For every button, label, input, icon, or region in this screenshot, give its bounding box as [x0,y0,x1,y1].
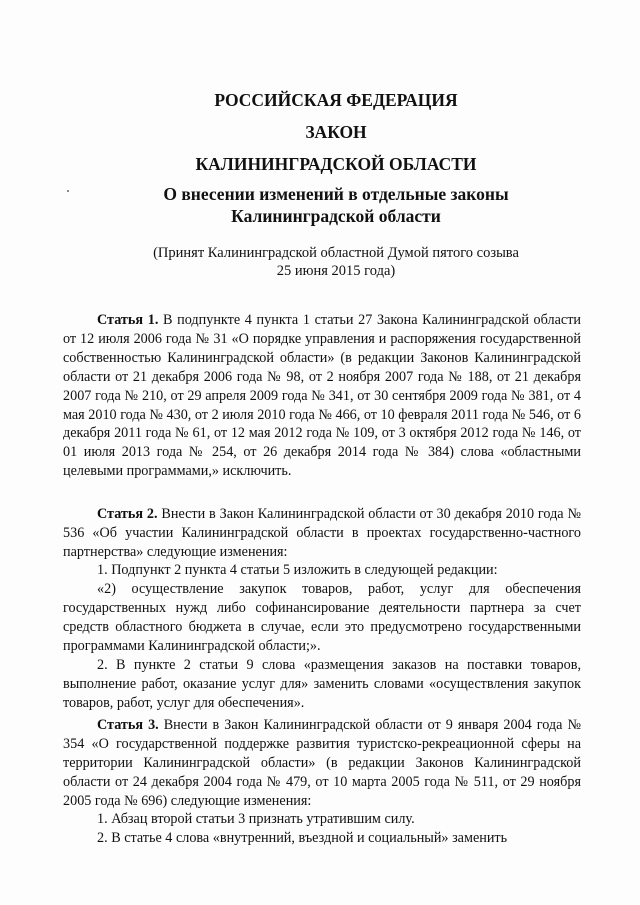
article-2-item-1: 1. Подпункт 2 пункта 4 статьи 5 изложить в следующей редакции: [97,562,498,578]
article-3-item-2: 2. В статье 4 слова «внутренний, въездной и социальный» заменить [97,830,508,846]
title-line1: О внесении изменений в отдельные законы [163,184,509,204]
article-3 [63,716,581,811]
article-2-quote: «2) осуществление закупок товаров, работ, услуг для обеспечения государственных нужд либо софинансирование деятельности партнера за счет средств областного бюджета в случае, если это предусмотрено государственными программами Калининградской области;». [63,581,581,654]
adopted-line1: (Принят Калининградской областной Думой пятого созыва [153,245,519,261]
article-3-label: Статья 3. [97,717,159,733]
article-2-text: Внести в Закон Калининградской области от 30 декабря 2010 года № 536 «Об участии Калининградской области в проектах государственно-частного партнерства» следующие изменения: [63,506,581,560]
article-1-text: В подпункте 4 пункта 1 статьи 27 Закона Калининградской области от 12 июля 2006 года № 31 «О порядке управления и распоряжения государственной собственностью Калининградской области» (в редакции Законов Калининградской области от 21 декабря 2006 года № 98, от 2 ноября 2007 года № 188, от 21 декабря 2007 года № 210, от 29 апреля 2009 года № 341, от 30 сентября 2009 года № 381, от 4 мая 2010 года № 430, от 2 июля 2010 года № 466, от 10 февраля 2011 года № 546, от 6 декабря 2011 года № 61, от 12 мая 2012 года № 109, от 3 октября 2012 года № 146, от 01 июля 2013 года № 254, от 26 декабря 2014 года № 384) слова «областными целевыми программами,» исключить. [63,312,581,480]
article-2 [63,505,581,562]
article-2-label: Статья 2. [97,506,158,522]
article-1-label: Статья 1. [97,312,159,328]
article-2-item-2: 2. В пункте 2 статьи 9 слова «размещения заказов на поставки товаров, выполнение работ, оказание услуг для» заменить словами «осуществления закупок товаров, работ, услуг для обеспечения». [63,657,581,711]
header-law: ЗАКОН [305,122,367,142]
header-country: РОССИЙСКАЯ ФЕДЕРАЦИЯ [214,90,458,110]
article-1 [63,311,581,481]
header-region: КАЛИНИНГРАДСКОЙ ОБЛАСТИ [195,154,477,174]
title-line2: Калининградской области [231,206,441,226]
adopted-line2: 25 июня 2015 года) [276,263,396,279]
article-3-text: Внести в Закон Калининградской области от 9 января 2004 года № 354 «О государственной поддержке развития туристско-рекреационной сферы на территории Калининградской области» (в редакции Законов Калининградской области от 24 декабря 2004 года № 479, от 10 марта 2005 года № 511, от 29 ноября 2005 года № 696) следующие изменения: [63,717,581,809]
article-3-item-1: 1. Абзац второй статьи 3 признать утратившим силу. [97,811,415,827]
